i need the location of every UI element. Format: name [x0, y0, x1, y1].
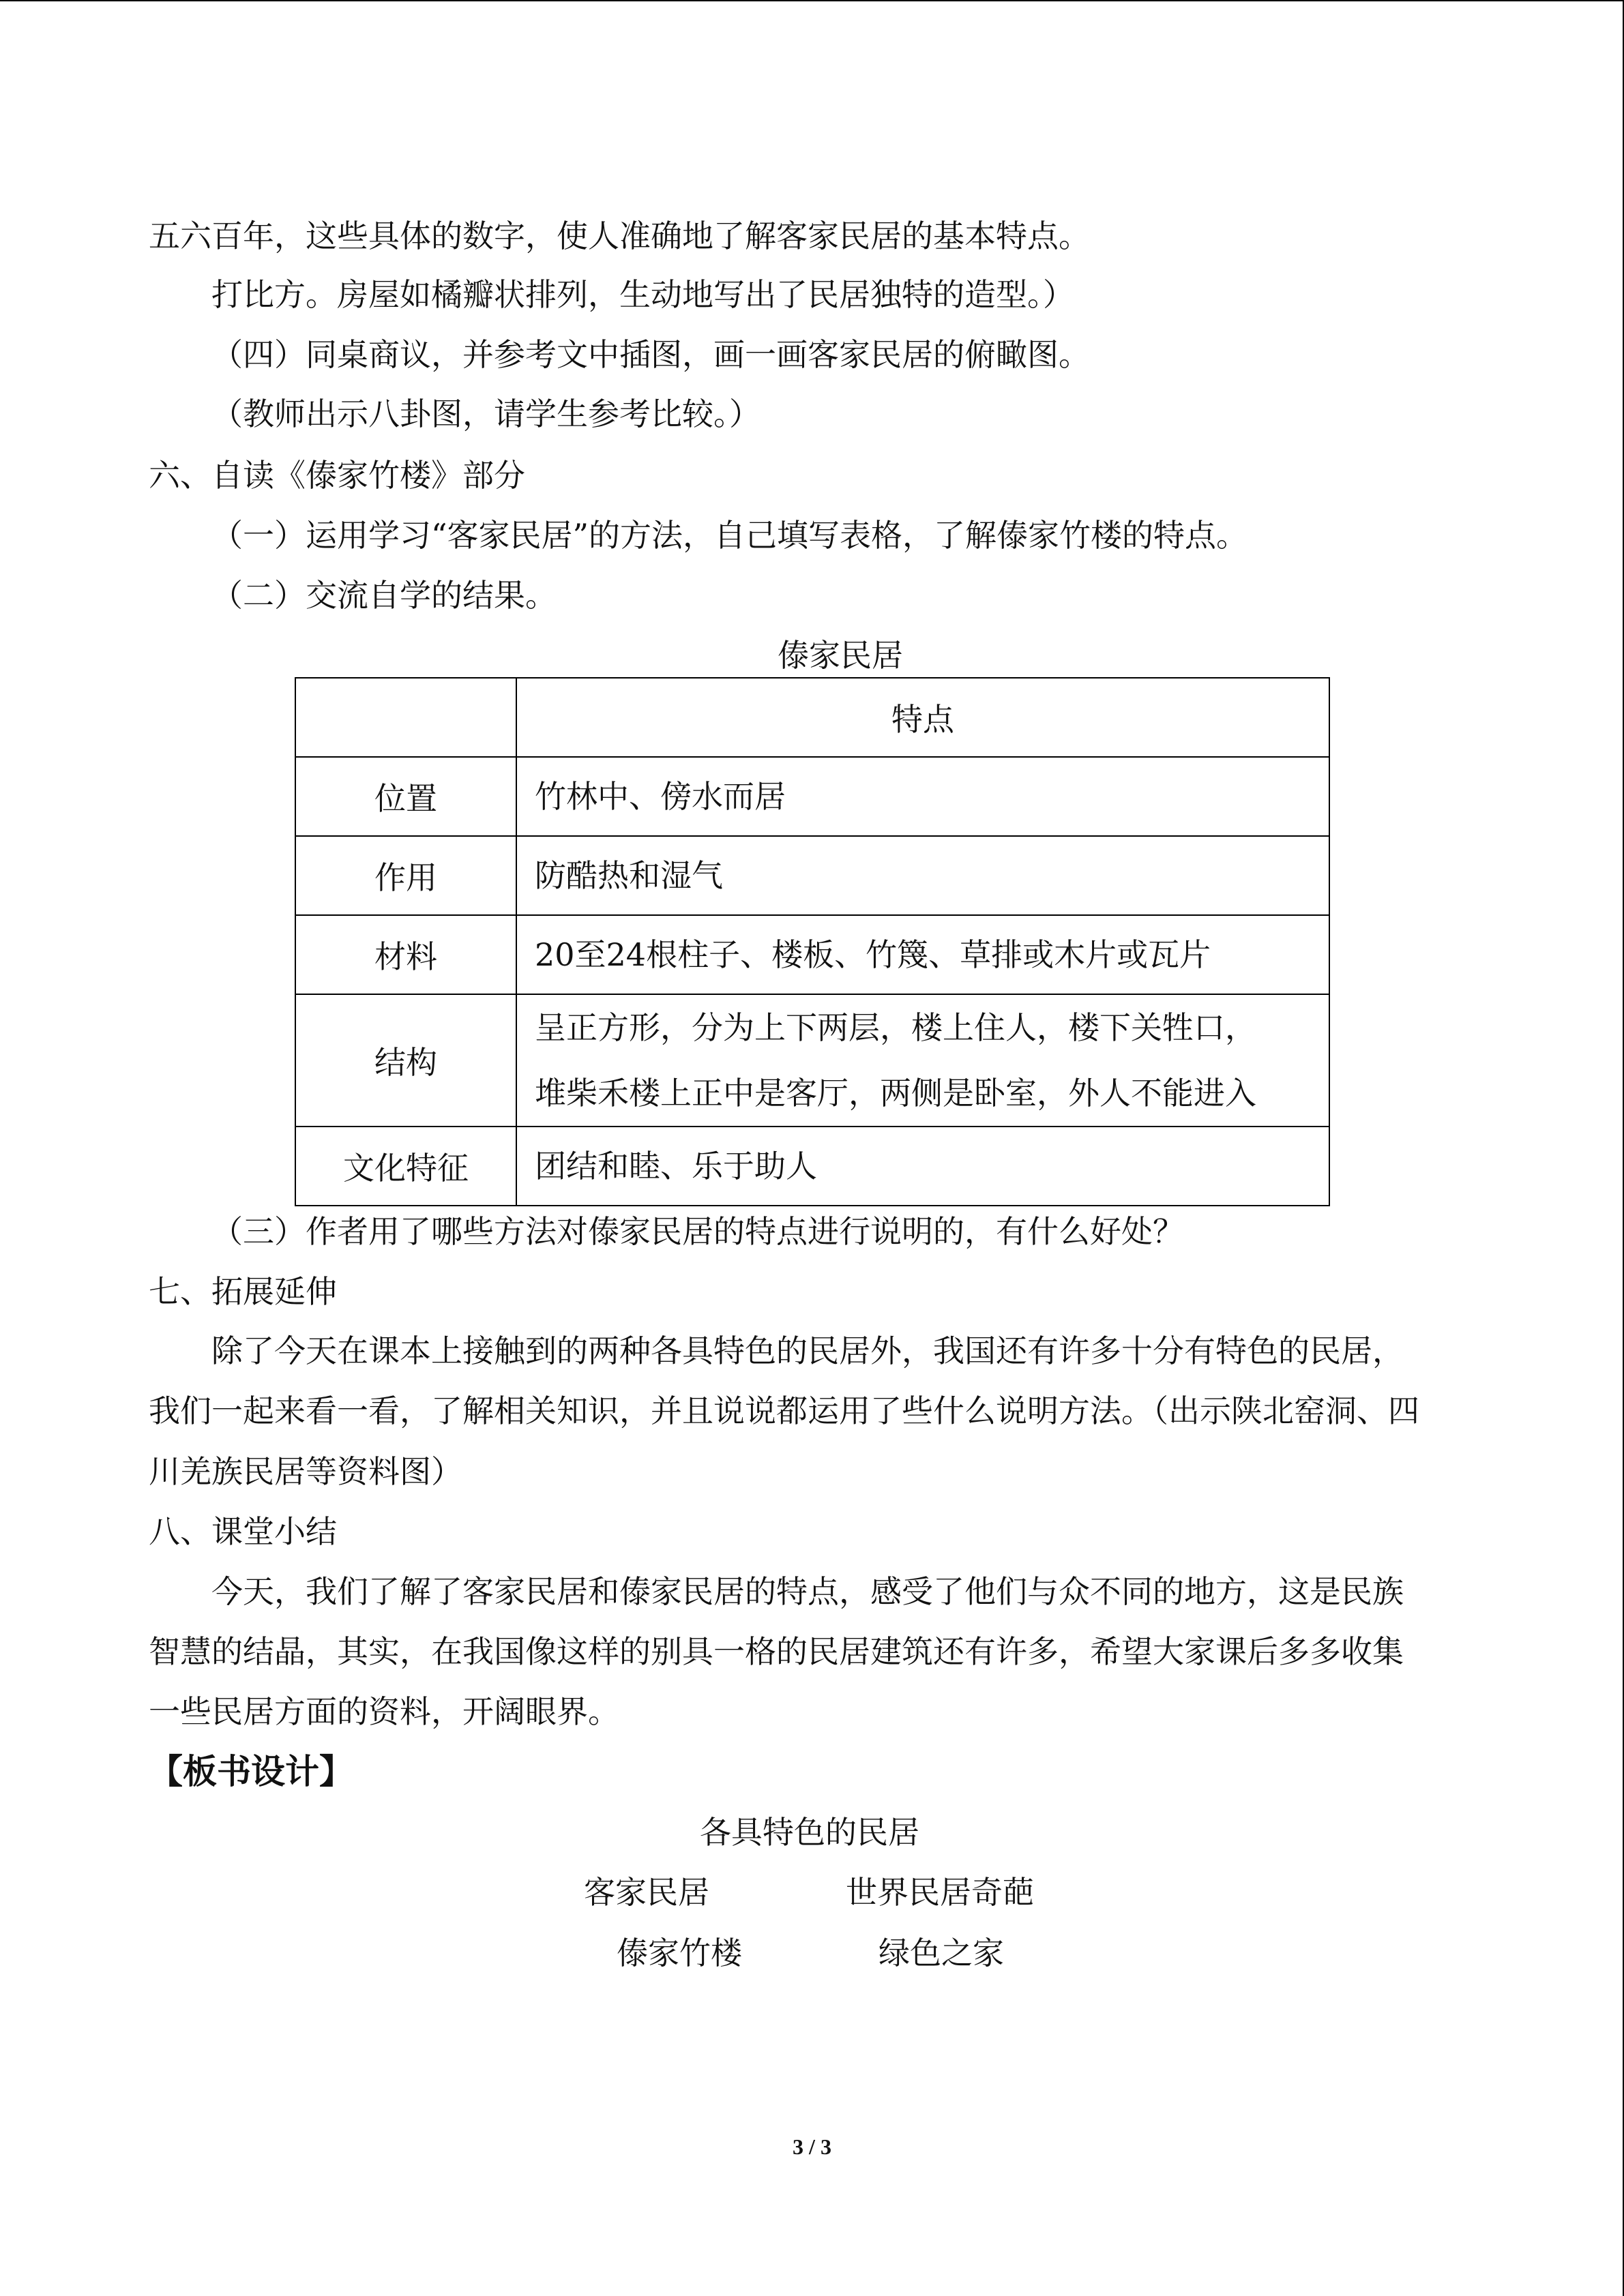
- paragraph-line: 五六百年，这些具体的数字，使人准确地了解客家民居的基本特点。: [149, 218, 1090, 254]
- dai-residence-table: [295, 677, 1330, 1206]
- paragraph-line: 除了今天在课本上接触到的两种各具特色的民居外，我国还有许多十分有特色的民居，: [211, 1332, 1404, 1369]
- paragraph-line: （二）交流自学的结果。: [211, 577, 557, 614]
- board-design-heading: 【板书设计】: [149, 1752, 353, 1791]
- table-caption: 傣家民居: [778, 637, 903, 674]
- board-left-item: 傣家竹楼: [617, 1935, 742, 1971]
- section-eight-heading: 八、课堂小结: [149, 1513, 337, 1550]
- page-number: 3 / 3: [793, 2134, 831, 2159]
- paragraph-line: 打比方。房屋如橘瓣状排列，生动地写出了民居独特的造型。）: [211, 276, 1074, 313]
- table-row: [295, 1127, 1329, 1206]
- table-row-value-line: 呈正方形，分为上下两层，楼上住人，楼下关牲口，: [535, 1009, 1256, 1046]
- board-left-item: 客家民居: [584, 1874, 709, 1911]
- table-row-label: 文化特征: [295, 1127, 516, 1206]
- table-row-label: 位置: [295, 757, 516, 836]
- table-row-value: 团结和睦、乐于助人: [516, 1127, 1329, 1206]
- table-header-cell: 特点: [516, 678, 1329, 757]
- table-header-row: [295, 678, 1329, 757]
- table-row: [295, 915, 1329, 994]
- table-row-value: 防酷热和湿气: [516, 836, 1329, 915]
- paragraph-line: 川羌族民居等资料图）: [149, 1453, 462, 1490]
- table-row-value: [516, 994, 1329, 1127]
- table-row: [295, 994, 1329, 1127]
- paragraph-line: 智慧的结晶，其实，在我国像这样的别具一格的民居建筑还有许多，希望大家课后多多收集: [149, 1633, 1404, 1670]
- table-row-value: 竹林中、傍水而居: [516, 757, 1329, 836]
- board-right-item: 世界民居奇葩: [846, 1874, 1034, 1911]
- board-right-item: 绿色之家: [879, 1935, 1004, 1971]
- table-row-value: 20至24根柱子、楼板、竹篾、草排或木片或瓦片: [516, 915, 1329, 994]
- section-six-heading: 六、自读《傣家竹楼》部分: [149, 457, 525, 494]
- table-row: [295, 757, 1329, 836]
- table-row-label: 作用: [295, 836, 516, 915]
- table-header-empty-cell: [295, 678, 516, 757]
- paragraph-line: （教师出示八卦图，请学生参考比较。）: [211, 396, 761, 432]
- paragraph-line: （四）同桌商议，并参考文中插图，画一画客家民居的俯瞰图。: [211, 336, 1090, 373]
- paragraph-line: 今天，我们了解了客家民居和傣家民居的特点，感受了他们与众不同的地方，这是民族: [211, 1573, 1404, 1610]
- table-row-value-line: 堆柴禾楼上正中是客厅，两侧是卧室，外人不能进入: [535, 1075, 1256, 1112]
- section-seven-heading: 七、拓展延伸: [149, 1273, 337, 1310]
- paragraph-line: 一些民居方面的资料，开阔眼界。: [149, 1693, 619, 1730]
- paragraph-line: 我们一起来看一看，了解相关知识，并且说说都运用了些什么说明方法。（出示陕北窑洞、四: [149, 1392, 1419, 1429]
- paragraph-line: （一）运用学习“客家民居”的方法，自己填写表格，了解傣家竹楼的特点。: [211, 517, 1248, 554]
- table-row-label: 结构: [295, 994, 516, 1127]
- table-row-label: 材料: [295, 915, 516, 994]
- table-row: [295, 836, 1329, 915]
- paragraph-line: （三）作者用了哪些方法对傣家民居的特点进行说明的，有什么好处？: [211, 1213, 1184, 1250]
- board-title: 各具特色的民居: [700, 1814, 919, 1851]
